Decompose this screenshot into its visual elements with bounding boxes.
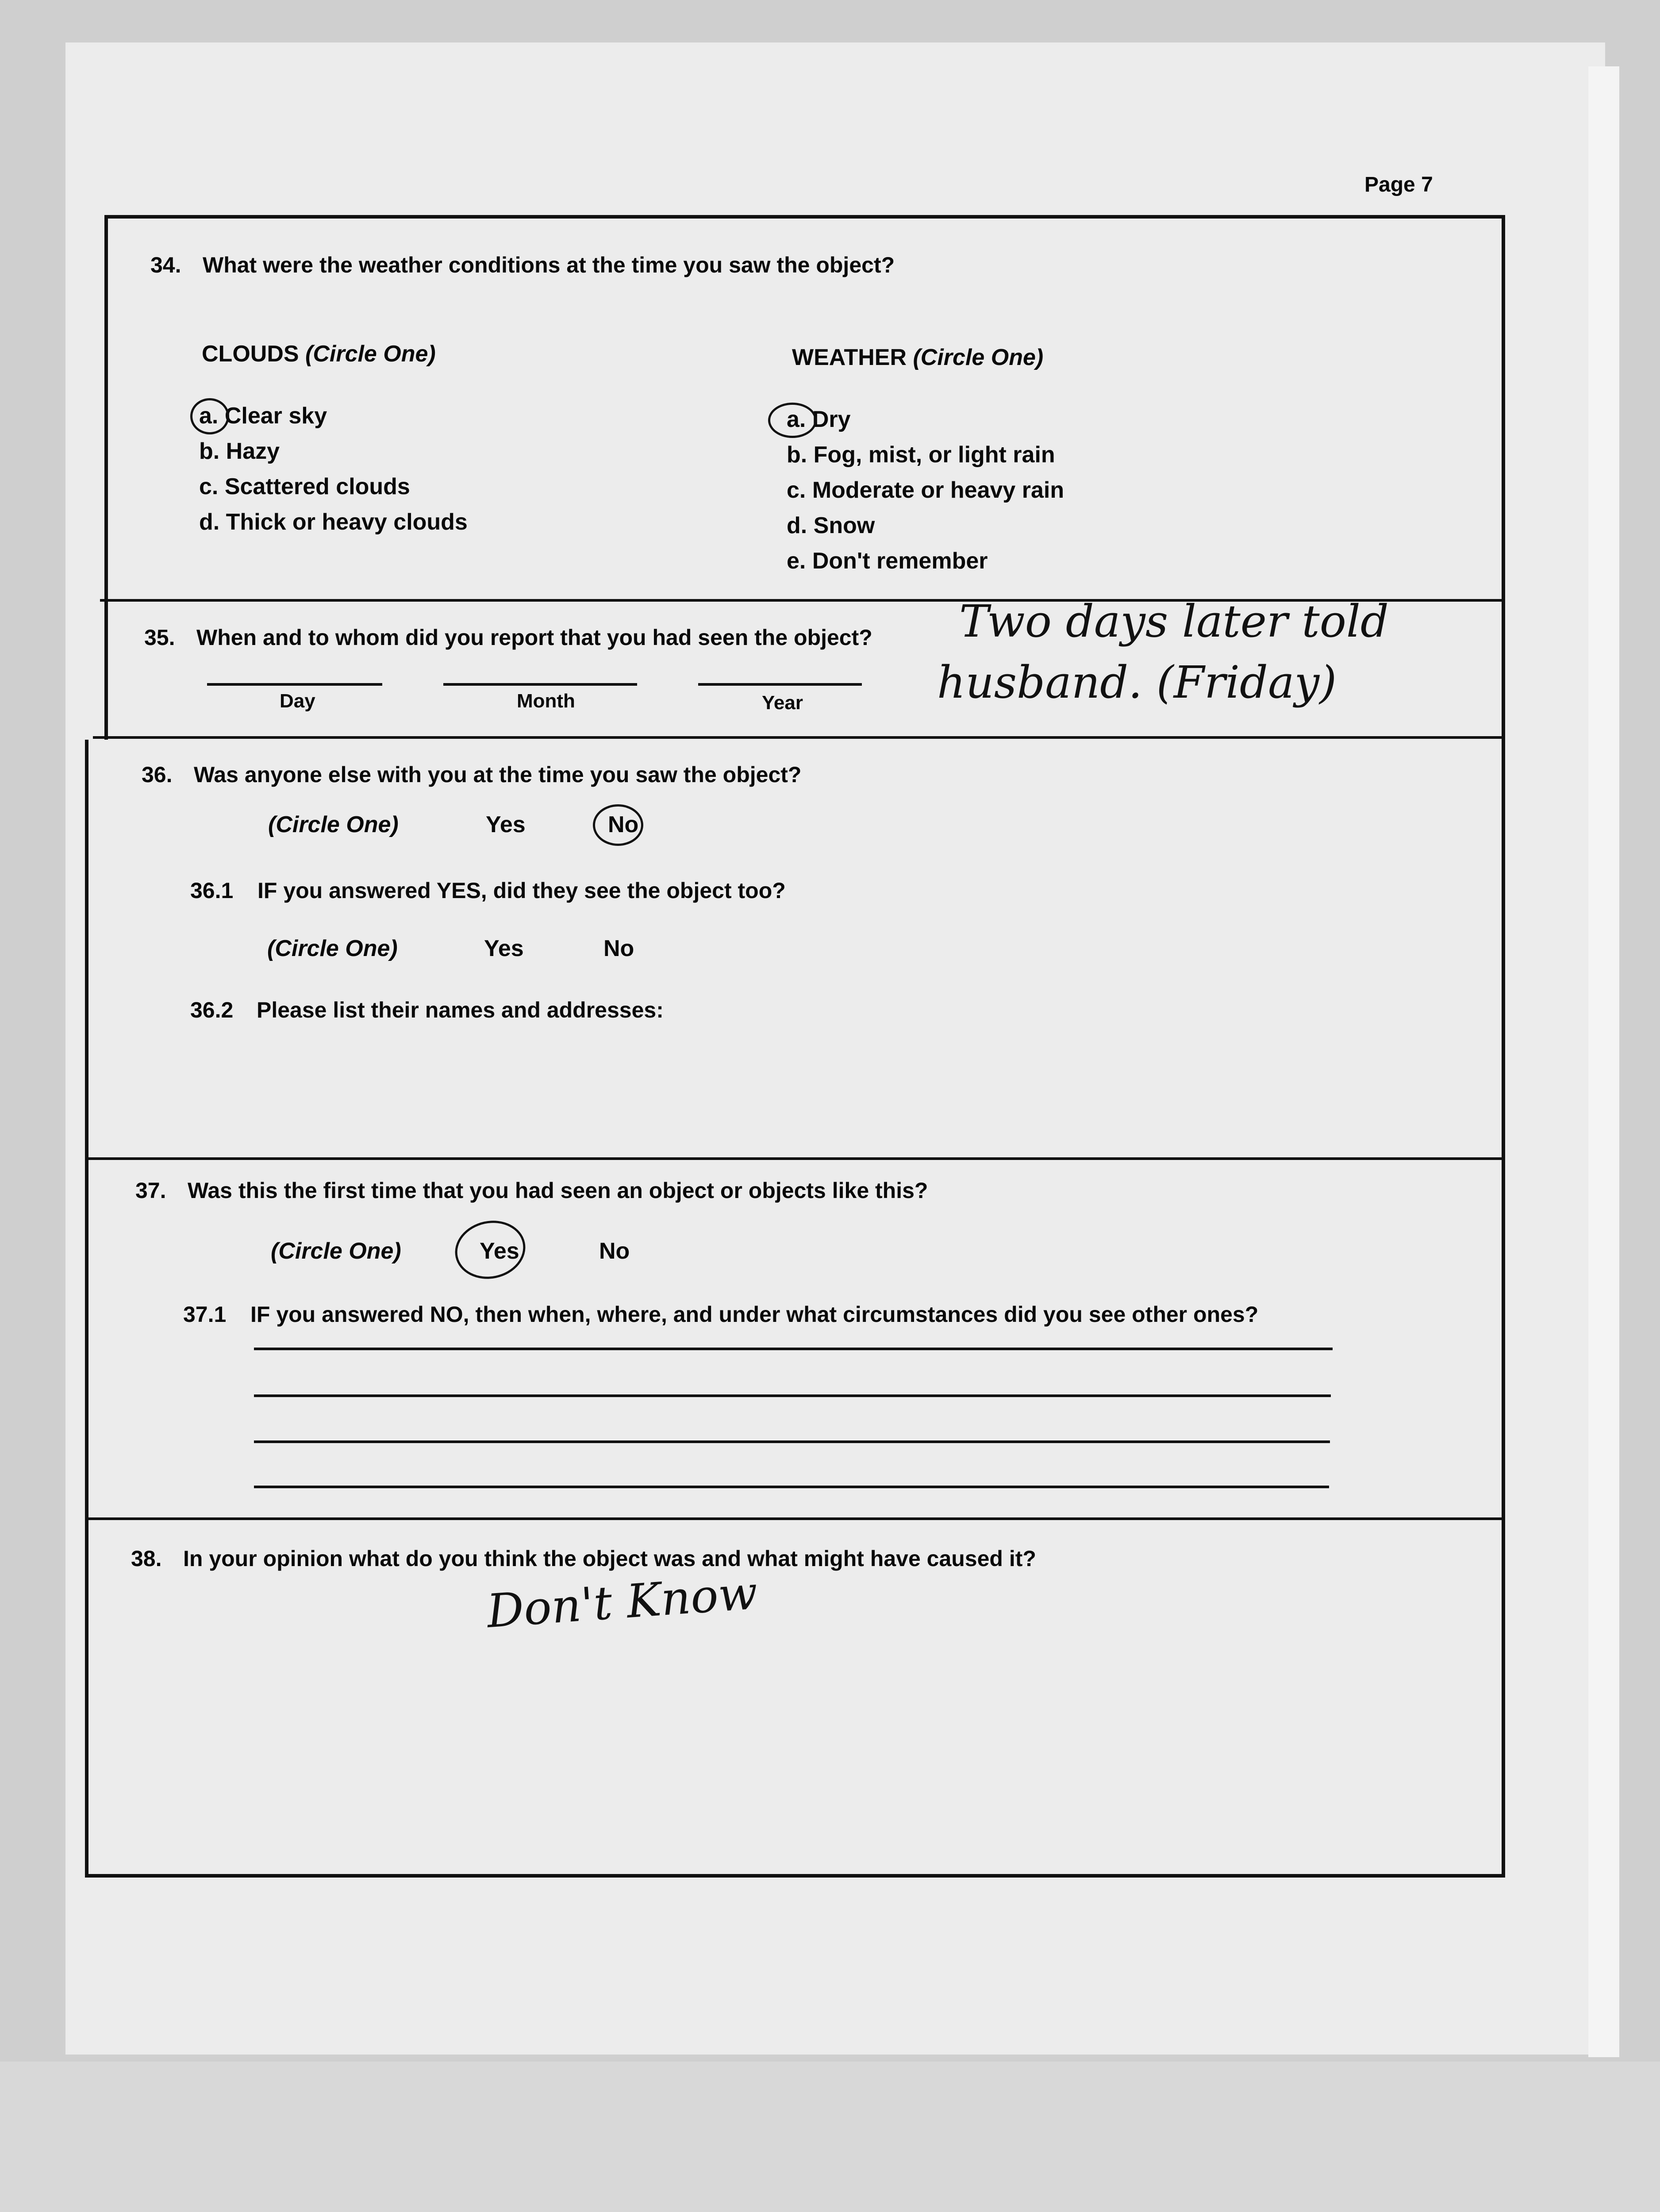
weather-option-e[interactable]: e. Don't remember xyxy=(787,548,988,574)
q36-1-text: IF you answered YES, did they see the object too? xyxy=(257,878,786,903)
divider-36-37 xyxy=(88,1157,1505,1160)
frame-bottom xyxy=(85,1874,1505,1878)
divider-35-36 xyxy=(93,736,1505,739)
q35-text: When and to whom did you report that you had seen the object? xyxy=(196,625,872,650)
clouds-heading: CLOUDS (Circle One) xyxy=(202,341,436,367)
q38-number: 38. xyxy=(131,1546,162,1571)
page-number: Page 7 xyxy=(1364,173,1433,196)
q37-1-answer-line-1[interactable] xyxy=(254,1348,1333,1350)
q36-2-text: Please list their names and addresses: xyxy=(257,998,664,1022)
q37-number: 37. xyxy=(135,1178,166,1203)
day-label: Day xyxy=(280,690,315,712)
frame-left-lower xyxy=(85,740,88,1878)
month-answer-line[interactable] xyxy=(443,683,637,686)
handwritten-report-line2: husband. (Friday) xyxy=(937,657,1337,708)
q37-text: Was this the first time that you had seen an object or objects like this? xyxy=(188,1178,928,1203)
q34-number: 34. xyxy=(150,253,181,277)
handwritten-opinion-answer: Don't Know xyxy=(485,1565,760,1639)
weather-option-a[interactable]: a. Dry xyxy=(787,407,851,432)
year-answer-line[interactable] xyxy=(698,683,862,686)
q35-number: 35. xyxy=(144,625,175,650)
q37-1-text: IF you answered NO, then when, where, and under what circumstances did you see other ones? xyxy=(250,1302,1259,1327)
day-answer-line[interactable] xyxy=(207,683,382,686)
weather-heading: WEATHER (Circle One) xyxy=(792,345,1044,370)
clouds-option-b[interactable]: b. Hazy xyxy=(199,438,280,464)
q37-1-answer-line-2[interactable] xyxy=(254,1394,1331,1397)
q37-1-answer-line-3[interactable] xyxy=(254,1440,1330,1443)
weather-option-b[interactable]: b. Fog, mist, or light rain xyxy=(787,442,1055,468)
frame-right xyxy=(1502,215,1505,1878)
background-strip xyxy=(0,2062,1660,2212)
clouds-option-c[interactable]: c. Scattered clouds xyxy=(199,474,410,499)
frame-left-upper xyxy=(104,215,108,740)
q37-yes-option[interactable]: Yes xyxy=(480,1238,519,1264)
q36-instruction: (Circle One) xyxy=(268,812,399,837)
q36-1-yes-option[interactable]: Yes xyxy=(484,936,524,961)
divider-37-38 xyxy=(85,1517,1505,1520)
q37-no-option[interactable]: No xyxy=(599,1238,630,1264)
month-label: Month xyxy=(517,690,575,712)
q36-number: 36. xyxy=(142,762,173,787)
q36-no-option[interactable]: No xyxy=(608,812,639,837)
q37-instruction: (Circle One) xyxy=(271,1238,401,1264)
q36-2-number: 36.2 xyxy=(190,998,234,1022)
q37-1-answer-line-4[interactable] xyxy=(254,1486,1329,1488)
q36-1-instruction: (Circle One) xyxy=(267,936,398,961)
q36-yes-option[interactable]: Yes xyxy=(486,812,526,837)
q38-text: In your opinion what do you think the object was and what might have caused it? xyxy=(183,1546,1036,1571)
q36-1-no-option[interactable]: No xyxy=(603,936,634,961)
circle-mark-dry xyxy=(768,403,817,438)
q37-1-number: 37.1 xyxy=(183,1302,227,1327)
frame-top xyxy=(104,215,1504,219)
circle-mark-no xyxy=(593,804,643,846)
weather-option-c[interactable]: c. Moderate or heavy rain xyxy=(787,477,1064,503)
clouds-option-d[interactable]: d. Thick or heavy clouds xyxy=(199,509,468,535)
q34-text: What were the weather conditions at the time you saw the object? xyxy=(203,253,895,277)
q36-text: Was anyone else with you at the time you saw the object? xyxy=(194,762,802,787)
circle-mark-clear-sky xyxy=(190,398,229,434)
year-label: Year xyxy=(762,692,803,714)
clouds-option-a[interactable]: a. Clear sky xyxy=(199,403,327,429)
handwritten-report-line1: Two days later told xyxy=(959,595,1389,647)
weather-option-d[interactable]: d. Snow xyxy=(787,513,875,538)
q36-1-number: 36.1 xyxy=(190,878,234,903)
page-edge xyxy=(1588,66,1619,2057)
